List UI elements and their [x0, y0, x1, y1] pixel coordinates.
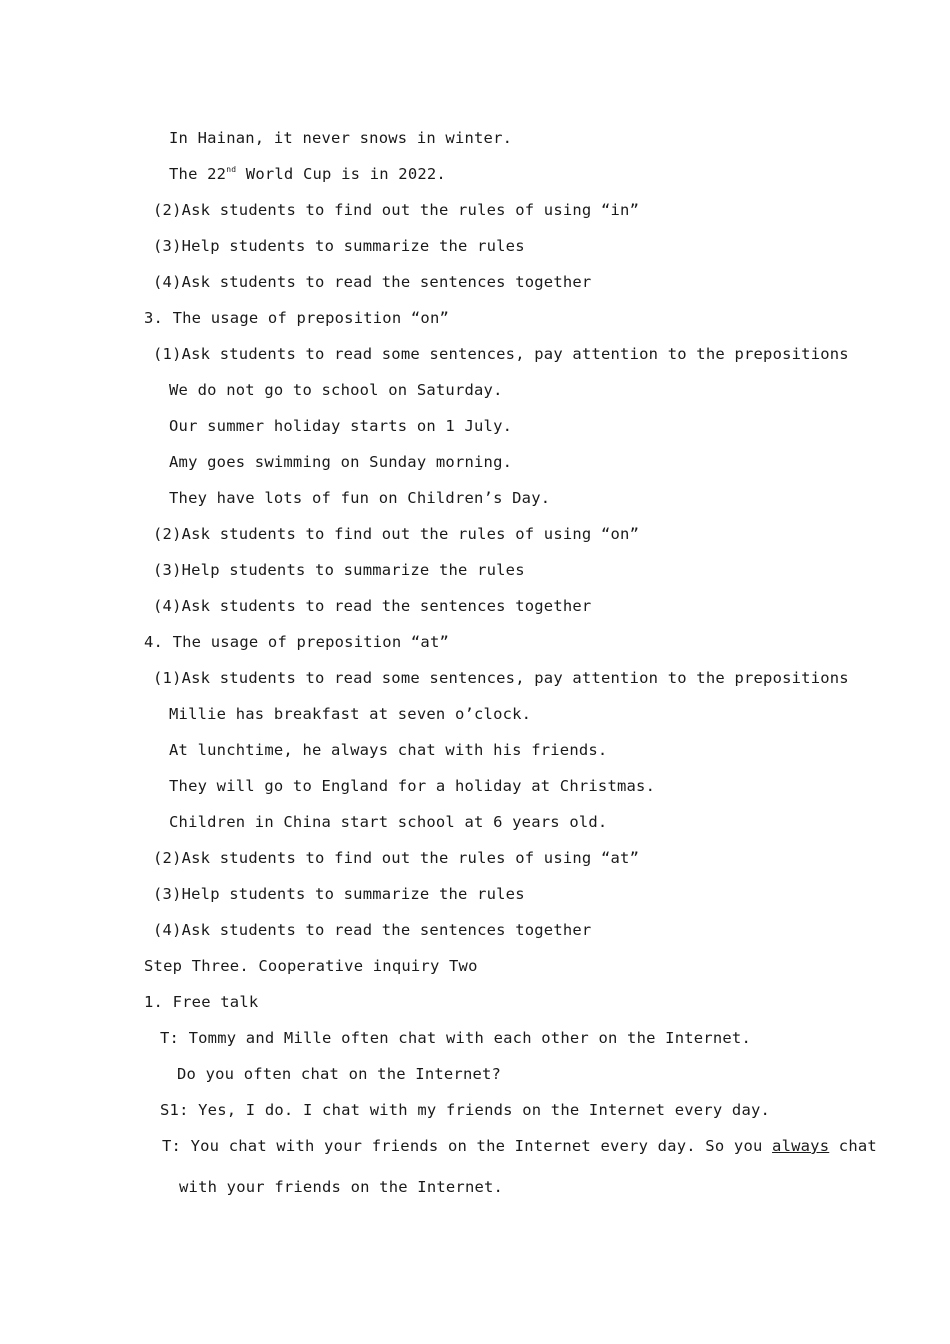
at-sentence-2: At lunchtime, he always chat with his friends.	[169, 741, 608, 759]
at-rule-step: (2)Ask students to find out the rules of using “at”	[153, 849, 640, 867]
heading-on: 3. The usage of preposition “on”	[144, 309, 450, 327]
on-sentence-4: They have lots of fun on Children’s Day.	[169, 489, 551, 507]
in-rule-step: (2)Ask students to find out the rules of using “in”	[153, 201, 640, 219]
free-talk-heading: 1. Free talk	[144, 993, 259, 1011]
on-sentence-1: We do not go to school on Saturday.	[169, 381, 503, 399]
at-sentence-3: They will go to England for a holiday at Christmas.	[169, 777, 656, 795]
heading-at: 4. The usage of preposition “at”	[144, 633, 450, 651]
dialogue-teacher-2-post: chat	[829, 1137, 877, 1155]
sentence-world-cup-post: World Cup is in 2022.	[236, 165, 446, 183]
dialogue-teacher-2b: with your friends on the Internet.	[179, 1178, 504, 1196]
in-summarize-step: (3)Help students to summarize the rules	[153, 237, 525, 255]
at-sentence-4: Children in China start school at 6 years old.	[169, 813, 608, 831]
sentence-hainan: In Hainan, it never snows in winter.	[169, 129, 513, 147]
in-read-step: (4)Ask students to read the sentences together	[153, 273, 592, 291]
on-rule-step: (2)Ask students to find out the rules of using “on”	[153, 525, 640, 543]
dialogue-teacher-2	[162, 1136, 877, 1156]
dialogue-teacher-2-pre: T: You chat with your friends on the Internet every day. So you	[162, 1137, 773, 1155]
on-summarize-step: (3)Help students to summarize the rules	[153, 561, 525, 579]
on-sentence-2: Our summer holiday starts on 1 July.	[169, 417, 513, 435]
on-ask-step: (1)Ask students to read some sentences, pay attention to the prepositions	[153, 345, 849, 363]
ordinal-suffix: nd	[226, 165, 237, 174]
at-ask-step: (1)Ask students to read some sentences, pay attention to the prepositions	[153, 669, 849, 687]
underlined-word-always: always	[772, 1137, 830, 1155]
on-sentence-3: Amy goes swimming on Sunday morning.	[169, 453, 513, 471]
at-sentence-1: Millie has breakfast at seven o’clock.	[169, 705, 532, 723]
on-read-step: (4)Ask students to read the sentences together	[153, 597, 592, 615]
dialogue-student-1: S1: Yes, I do. I chat with my friends on the Internet every day.	[160, 1101, 771, 1119]
dialogue-teacher-1: T: Tommy and Mille often chat with each other on the Internet.	[160, 1029, 751, 1047]
sentence-world-cup-pre: The 22	[169, 165, 227, 183]
sentence-world-cup	[169, 164, 446, 184]
dialogue-teacher-1b: Do you often chat on the Internet?	[177, 1065, 502, 1083]
step-three-heading: Step Three. Cooperative inquiry Two	[144, 957, 478, 975]
at-read-step: (4)Ask students to read the sentences together	[153, 921, 592, 939]
at-summarize-step: (3)Help students to summarize the rules	[153, 885, 525, 903]
